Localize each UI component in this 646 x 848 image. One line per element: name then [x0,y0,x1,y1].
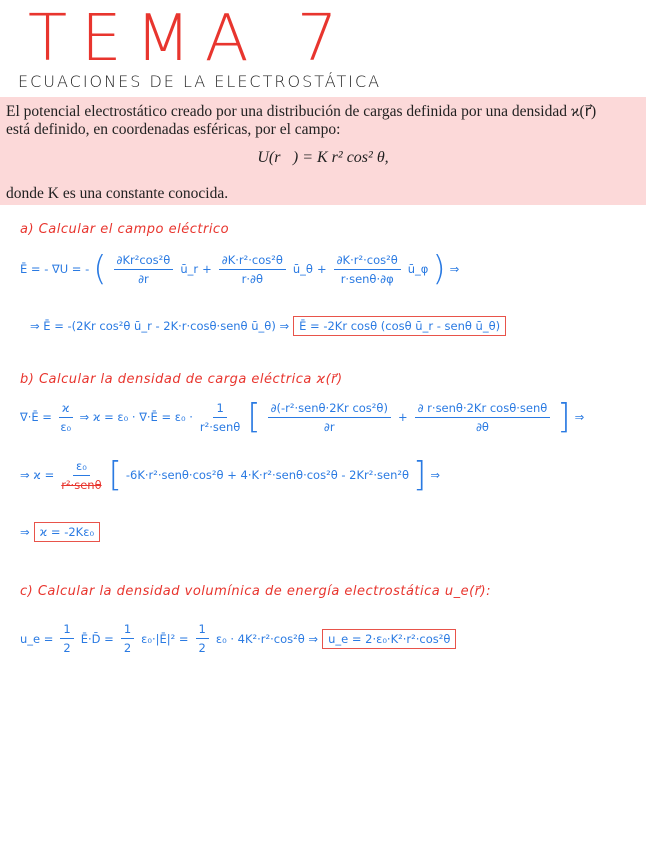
denominator: 2 [123,641,132,655]
result-box: ϰ = -2Kε₀ [34,522,100,542]
fraction [196,622,209,655]
numerator: ∂K·r²·cos²θ [219,253,286,270]
numerator: ∂(-r²·senθ·2Kr cos²θ) [268,401,391,418]
paren-open: ( [93,249,107,289]
page-title: TEMA 7 [28,2,352,76]
numerator: ∂ r·senθ·2Kr cosθ·senθ [415,401,551,418]
result-box: Ē = -2Kr cosθ (cosθ ū_r - senθ ū_θ) [293,316,506,336]
numerator: ε₀ [73,459,90,476]
eq-text: ε₀ · 4K²·r²·cos²θ ⇒ [215,631,319,646]
eq-text: + [202,262,212,276]
fraction [59,401,73,434]
eq-text: ∇·Ē = [20,410,52,424]
subtitle: ECUACIONES DE LA ELECTROSTÁTICA [18,72,382,91]
numerator: 1 [213,401,226,418]
eq-text: ⇒ [449,262,460,276]
numerator: ϰ [59,401,73,418]
eq-text: Ē·D̄ = [80,631,114,646]
fraction [219,253,286,286]
equation-a1 [20,249,460,289]
eq-text: ε₀·|Ē|² = [141,631,189,646]
bracket-close: ] [557,397,571,437]
denominator: ε₀ [60,419,72,434]
denominator: ∂r [138,271,149,286]
eq-text: ⇒ [574,410,585,424]
statement-line: El potencial electrostático creado por una distribución de cargas definida por una densidad ϰ(r⃗) [6,103,597,120]
paren-close: ) [432,249,446,289]
numerator: 1 [60,622,73,639]
fraction [200,401,240,434]
fraction [114,253,174,286]
plus-sign: + [397,410,408,424]
denominator: r·∂θ [241,271,263,286]
fraction [60,622,73,655]
fraction [61,459,101,492]
equation-a2 [30,316,506,336]
bracket-open: [ [108,455,122,495]
fraction [415,401,551,434]
equation-b3 [20,522,100,542]
eq-text: -6K·r²·senθ·cos²θ + 4·K·r²·senθ·cos²θ - 2Kr²·sen²θ [125,468,410,482]
section-c-heading: c) Calcular la densidad volumínica de energía electrostática u_e(r⃗): [20,584,491,599]
eq-text: ū_φ [407,262,429,276]
eq-text: + [316,262,327,276]
eq-text: u_e = [20,631,54,646]
denominator: r²·senθ [199,419,241,434]
equation-c1 [20,622,456,655]
bracket-close: ] [413,455,427,495]
eq-text: ū_r [180,262,199,276]
denominator: r²·senθ [61,477,102,492]
denominator: ∂r [323,419,335,434]
fraction [121,622,134,655]
bracket-open: [ [247,397,261,437]
eq-text: ⇒ [430,468,440,482]
section-b-heading: b) Calcular la densidad de carga eléctrica ϰ(r⃗) [20,372,343,387]
numerator: ∂K·r²·cos²θ [334,253,401,270]
eq-text: ū_θ [292,262,313,276]
equation-b1 [20,397,585,437]
denominator: 2 [198,641,206,655]
eq-text: ⇒ ϰ = [20,468,55,482]
fraction [268,401,391,434]
numerator: 1 [121,622,134,639]
eq-text: ⇒ Ē = -(2Kr cos²θ ū_r - 2K·r·cosθ·senθ ū_θ) ⇒ [30,319,290,333]
potential-equation: U(r⃗) = K r² cos² θ, [257,149,389,166]
numerator: 1 [196,622,209,639]
equation-b2 [20,455,440,495]
statement-line: está definido, en coordenadas esféricas, por el campo: [6,121,341,138]
eq-text: Ē = - ∇U = - [20,262,90,276]
problem-statement [0,97,646,205]
numerator: ∂Kr²cos²θ [114,253,174,270]
section-a-heading: a) Calcular el campo eléctrico [20,222,230,237]
eq-text: ⇒ ϰ = ε₀ · ∇·Ē = ε₀ · [79,410,193,424]
implies-arrow: ⇒ [20,525,30,539]
denominator: 2 [63,641,71,655]
fraction [334,253,401,286]
denominator: ∂θ [475,419,489,434]
denominator: r·senθ·∂φ [340,271,394,286]
result-box: u_e = 2·ε₀·K²·r²·cos²θ [322,629,456,649]
statement-line: donde K es una constante conocida. [6,185,229,202]
